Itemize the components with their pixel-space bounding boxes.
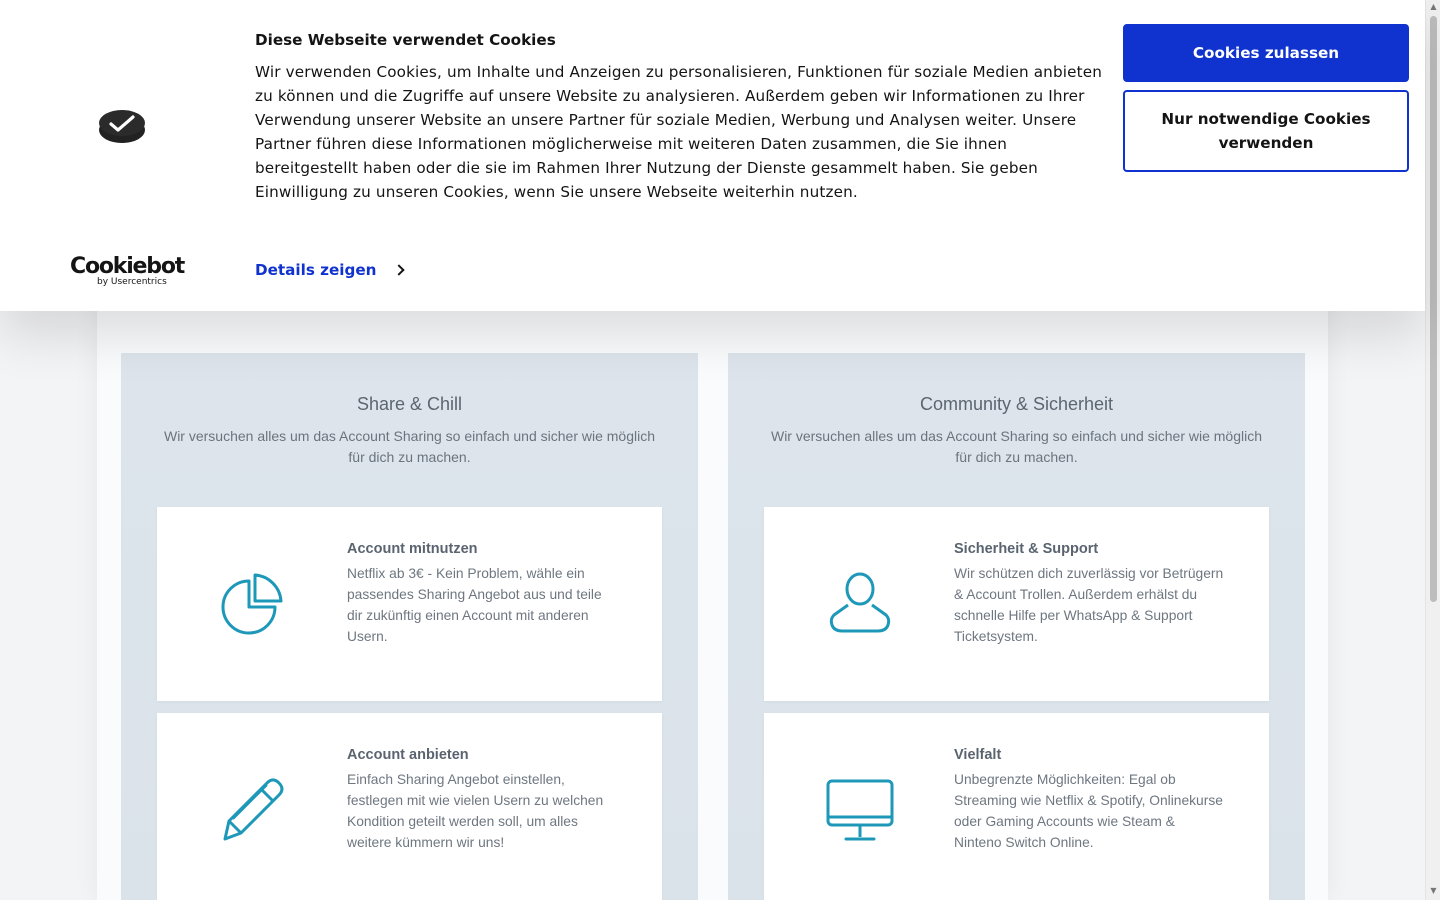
details-toggle-link[interactable]	[255, 261, 403, 279]
site-logo-icon	[98, 106, 146, 144]
scroll-up-icon[interactable]: ▲	[1430, 2, 1437, 11]
card-title: Sicherheit & Support	[954, 541, 1099, 557]
pie-chart-icon	[217, 567, 289, 639]
allow-cookies-button[interactable]: Cookies zulassen	[1123, 24, 1409, 82]
column-title: Community & Sicherheit	[919, 394, 1114, 414]
features-section	[97, 280, 1328, 900]
necessary-cookies-button[interactable]: Nur notwendige Cookies verwenden	[1123, 90, 1409, 172]
user-icon	[824, 567, 896, 639]
vertical-scrollbar[interactable]	[1425, 0, 1440, 900]
card-text: Unbegrenzte Möglichkeiten: Egal ob Streaming wie Netflix & Spotify, Onlinekurse oder Gaming Accounts wie Steam & Ninteno Switch Online.	[954, 772, 1223, 850]
card-title: Account mitnutzen	[347, 541, 478, 557]
feature-card-account-anbieten	[157, 713, 662, 900]
cookie-banner-text: Wir verwenden Cookies, um Inhalte und Anzeigen zu personalisieren, Funktionen für soziale Medien anbieten zu können und die Zugriffe auf unsere Website zu analysieren. Außerdem geben wir Informationen zu Ihrer Verwendung unserer Website an unsere Partner für soziale Medien, Werbung und Analysen weiter. Unsere Partner führen diese Informationen möglicherweise mit weiteren Daten zusammen, die Sie ihnen bereitgestellt haben oder die sie im Rahmen Ihrer Nutzung der Dienste gesammelt haben. Sie geben Einwilligung zu unseren Cookies, wenn Sie unsere Webseite weiterhin nutzen.	[255, 63, 1102, 201]
card-text: Wir schützen dich zuverlässig vor Betrügern & Account Trollen. Außerdem erhälst du schnelle Hilfe per WhatsApp & Support Ticketsystem.	[954, 566, 1224, 644]
monitor-icon	[824, 773, 896, 845]
scroll-down-icon[interactable]: ▼	[1430, 886, 1437, 895]
scrollbar-thumb[interactable]	[1430, 16, 1437, 602]
cookiebot-logo[interactable]	[70, 254, 185, 290]
feature-card-account-mitnutzen	[157, 507, 662, 701]
column-subtitle: Wir versuchen alles um das Account Sharing so einfach und sicher wie möglich für dich zu machen.	[163, 428, 656, 465]
card-text: Netflix ab 3€ - Kein Problem, wähle ein passendes Sharing Angebot aus und teile dir zukünftig einen Account mit anderen Usern.	[347, 566, 602, 644]
column-community-sicherheit	[728, 353, 1305, 900]
details-link-label: Details zeigen	[255, 261, 377, 279]
cookiebot-brand-name: Cookiebot	[70, 254, 185, 279]
cookie-banner-title: Diese Webseite verwendet Cookies	[255, 31, 556, 49]
feature-card-sicherheit-support	[764, 507, 1269, 701]
feature-card-vielfalt	[764, 713, 1269, 900]
pencil-icon	[217, 773, 289, 845]
card-title: Account anbieten	[347, 747, 469, 763]
cookie-consent-banner	[0, 0, 1425, 311]
column-subtitle: Wir versuchen alles um das Account Sharing so einfach und sicher wie möglich für dich zu machen.	[770, 428, 1263, 465]
cookie-banner-content	[255, 31, 1105, 204]
column-title: Share & Chill	[356, 394, 463, 414]
card-title: Vielfalt	[954, 747, 1002, 763]
cookiebot-brand-sub: by Usercentrics	[97, 277, 167, 287]
card-text: Einfach Sharing Angebot einstellen, festlegen mit wie vielen Usern zu welchen Kondition geteilt werden soll, um alles weitere kümmern wir uns!	[347, 772, 604, 850]
column-share-chill	[121, 353, 698, 900]
chevron-right-icon	[393, 264, 404, 275]
